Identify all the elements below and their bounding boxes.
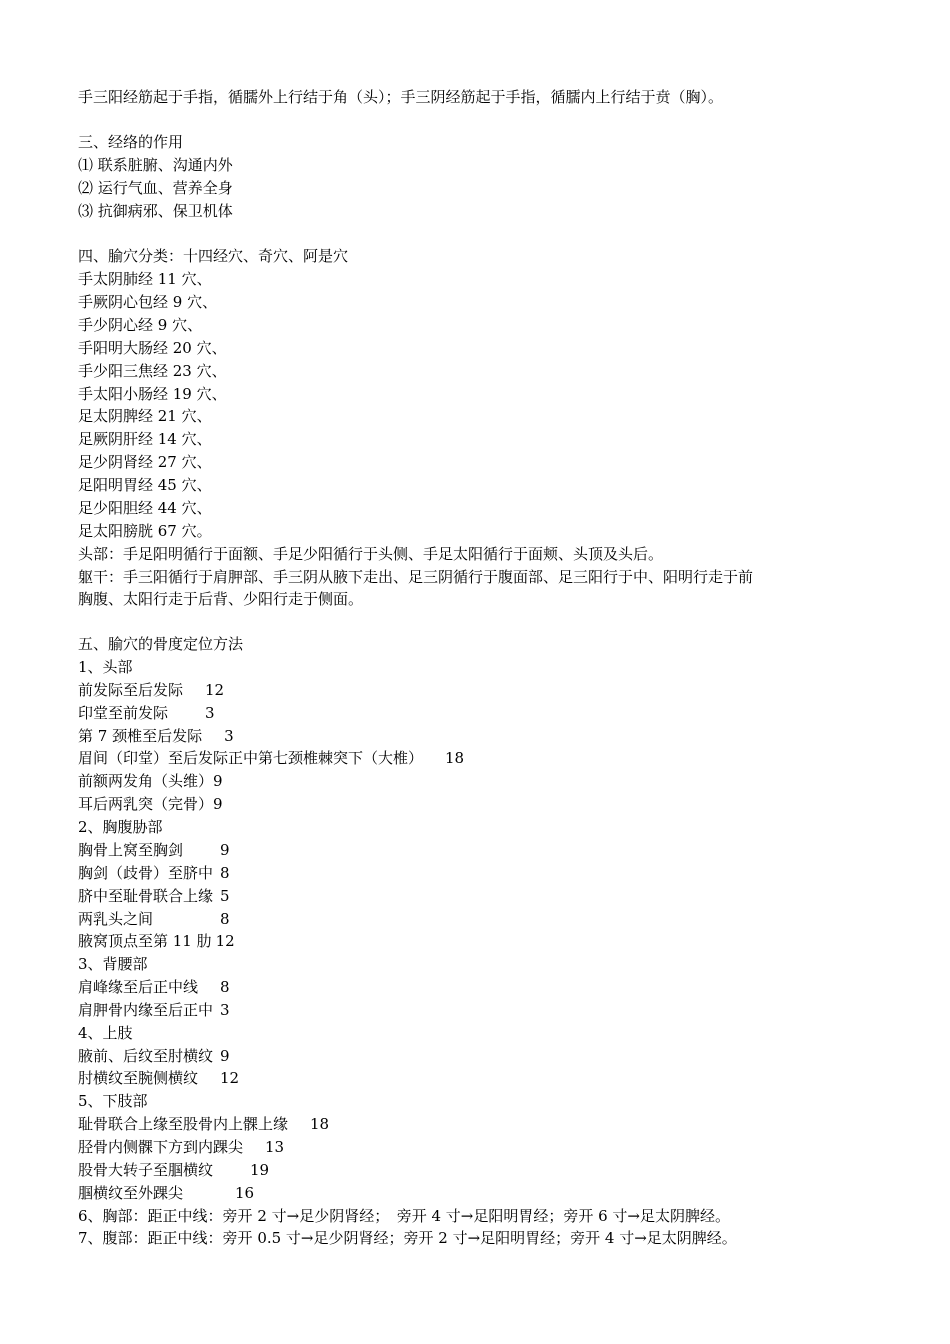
- bone-measure-row: [78, 1184, 254, 1202]
- measure-value: 8: [220, 910, 230, 928]
- bone-measure-row: [78, 795, 223, 813]
- measure-value: 9: [213, 795, 223, 813]
- bone-measure-row: [78, 864, 230, 882]
- measure-label: 胸剑（歧骨）至脐中: [78, 864, 214, 882]
- bone-measure-row: [78, 932, 235, 950]
- measure-label: 腋窝顶点至第 11 肋: [78, 932, 212, 950]
- section-3-item: ⑶ 抗御病邪、保卫机体: [78, 202, 233, 220]
- bone-measure-row: [78, 772, 223, 790]
- bone-measure-row: [78, 727, 234, 745]
- measure-label: 两乳头之间: [78, 910, 154, 928]
- measure-label: 股骨大转子至腘横纹: [78, 1161, 214, 1179]
- measure-label: 耳后两乳突（完骨）: [78, 795, 214, 813]
- bone-measure-row: [78, 1001, 230, 1019]
- bone-measure-row: [78, 749, 464, 767]
- meridian-item: 足少阳胆经 44 穴、: [78, 499, 212, 517]
- group-heading-head: 1、头部: [78, 658, 133, 676]
- bone-measure-row: [78, 1161, 269, 1179]
- measure-label: 腘横纹至外踝尖: [78, 1184, 184, 1202]
- group-heading-back: 3、背腰部: [78, 955, 148, 973]
- group-heading-upper-limb: 4、上肢: [78, 1024, 133, 1042]
- meridian-item: 足太阴脾经 21 穴、: [78, 407, 212, 425]
- meridian-item: 手少阳三焦经 23 穴、: [78, 362, 227, 380]
- measure-value: 9: [213, 772, 223, 790]
- meridian-item: 手阳明大肠经 20 穴、: [78, 339, 227, 357]
- meridian-item: 手太阳小肠经 19 穴、: [78, 385, 227, 403]
- trunk-distribution-line-2: 胸腹、太阳行走于后背、少阳行走于侧面。: [78, 590, 364, 608]
- measure-value: 3: [220, 1001, 230, 1019]
- measure-value: 12: [205, 681, 225, 699]
- measure-label: 前额两发角（头维）: [78, 772, 214, 790]
- chest-offsets: 6、胸部：距正中线：旁开 2 寸→足少阴肾经； 旁开 4 寸→足阳明胃经；旁开 6 寸→足太阴脾经。: [78, 1207, 730, 1225]
- measure-label: 印堂至前发际: [78, 704, 169, 722]
- measure-value: 3: [205, 704, 215, 722]
- measure-label: 第 7 颈椎至后发际: [78, 727, 203, 745]
- group-heading-chest-abdomen: 2、胸腹胁部: [78, 818, 163, 836]
- section-5-title: 五、腧穴的骨度定位方法: [78, 635, 244, 653]
- meridian-item: 手太阴肺经 11 穴、: [78, 270, 212, 288]
- bone-measure-row: [78, 704, 215, 722]
- meridian-item: 足阳明胃经 45 穴、: [78, 476, 212, 494]
- meridian-item: 足少阴肾经 27 穴、: [78, 453, 212, 471]
- intro-paragraph: 手三阳经筋起于手指，循臑外上行结于角（头）；手三阴经筋起于手指，循臑内上行结于贲（胸）。: [78, 88, 724, 106]
- section-3-item: ⑴ 联系脏腑、沟通内外: [78, 156, 233, 174]
- meridian-item: 手厥阴心包经 9 穴、: [78, 293, 218, 311]
- measure-value: 5: [220, 887, 230, 905]
- bone-measure-row: [78, 978, 230, 996]
- measure-label: 胫骨内侧髁下方到内踝尖: [78, 1138, 244, 1156]
- measure-value: 9: [220, 1047, 230, 1065]
- measure-value: 12: [215, 932, 235, 950]
- abdomen-offsets: 7、腹部：距正中线：旁开 0.5 寸→足少阴肾经；旁开 2 寸→足阳明胃经；旁开 4 寸→足太阴脾经。: [78, 1229, 737, 1247]
- measure-label: 胸骨上窝至胸剑: [78, 841, 184, 859]
- bone-measure-row: [78, 681, 224, 699]
- measure-label: 腋前、后纹至肘横纹: [78, 1047, 214, 1065]
- measure-label: 肩峰缘至后正中线: [78, 978, 199, 996]
- measure-value: 13: [265, 1138, 285, 1156]
- bone-measure-row: [78, 841, 230, 859]
- measure-label: 脐中至耻骨联合上缘: [78, 887, 214, 905]
- measure-value: 9: [220, 841, 230, 859]
- head-distribution: 头部：手足阳明循行于面额、手足少阳循行于头侧、手足太阳循行于面颊、头顶及头后。: [78, 545, 664, 563]
- measure-value: 12: [220, 1069, 240, 1087]
- measure-label: 前发际至后发际: [78, 681, 184, 699]
- bone-measure-row: [78, 910, 230, 928]
- section-3-title: 三、经络的作用: [78, 133, 184, 151]
- bone-measure-row: [78, 887, 230, 905]
- measure-label: 耻骨联合上缘至股骨内上髁上缘: [78, 1115, 289, 1133]
- meridian-item: 足太阳膀胱 67 穴。: [78, 522, 212, 540]
- meridian-item: 足厥阴肝经 14 穴、: [78, 430, 212, 448]
- section-3-item: ⑵ 运行气血、营养全身: [78, 179, 233, 197]
- bone-measure-row: [78, 1115, 329, 1133]
- measure-value: 19: [250, 1161, 270, 1179]
- measure-value: 8: [220, 978, 230, 996]
- measure-value: 18: [310, 1115, 330, 1133]
- measure-label: 眉间（印堂）至后发际正中第七颈椎棘突下（大椎）: [78, 749, 424, 767]
- bone-measure-row: [78, 1138, 284, 1156]
- meridian-item: 手少阴心经 9 穴、: [78, 316, 203, 334]
- section-4-title: 四、腧穴分类：十四经穴、奇穴、阿是穴: [78, 247, 349, 265]
- measure-value: 16: [235, 1184, 255, 1202]
- measure-label: 肘横纹至腕侧横纹: [78, 1069, 199, 1087]
- group-heading-lower-limb: 5、下肢部: [78, 1092, 148, 1110]
- bone-measure-row: [78, 1069, 239, 1087]
- measure-value: 18: [445, 749, 465, 767]
- trunk-distribution-line-1: 躯干：手三阳循行于肩胛部、手三阴从腋下走出、足三阴循行于腹面部、足三阳行于中、阳明行走于前: [78, 568, 754, 586]
- measure-value: 8: [220, 864, 230, 882]
- bone-measure-row: [78, 1047, 230, 1065]
- measure-label: 肩胛骨内缘至后正中: [78, 1001, 214, 1019]
- measure-value: 3: [224, 727, 234, 745]
